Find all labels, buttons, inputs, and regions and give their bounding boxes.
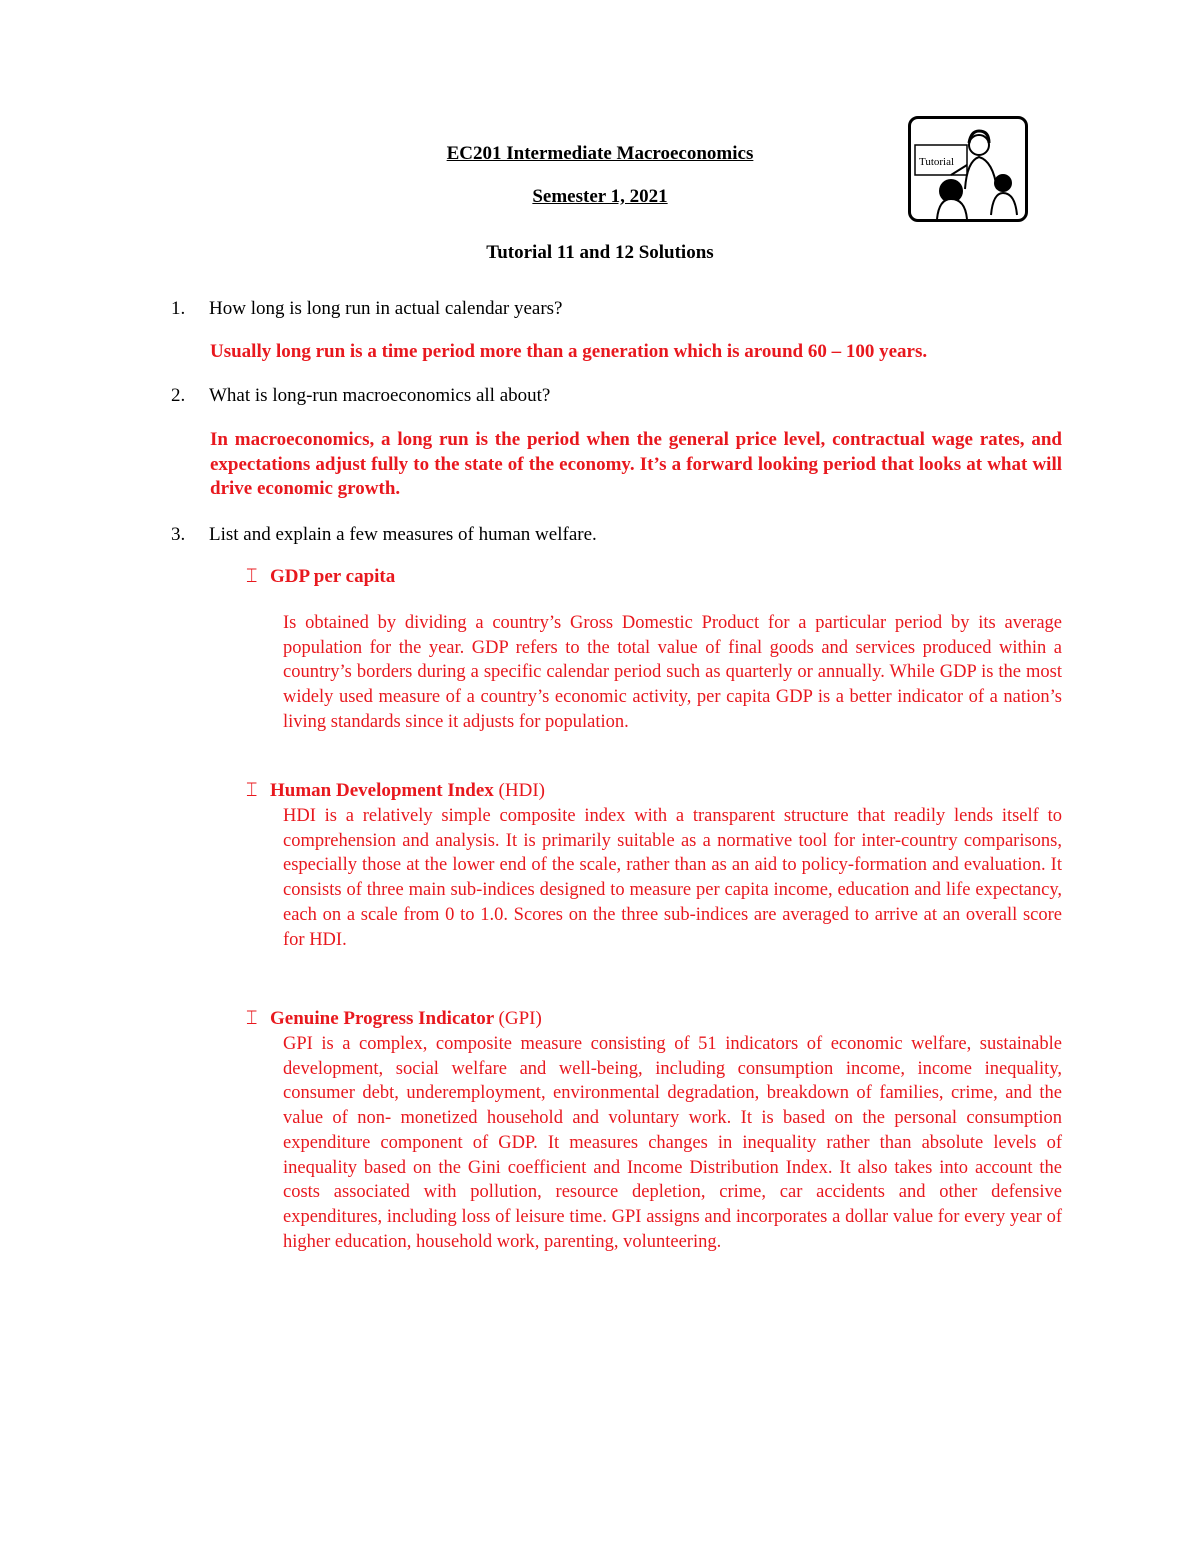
question-3-number: 3. xyxy=(171,524,186,545)
tutorial-logo xyxy=(908,116,1028,222)
logo-text: Tutorial xyxy=(919,156,955,168)
question-3-text: List and explain a few measures of human welfare. xyxy=(209,524,597,545)
question-2-text: What is long-run macroeconomics all about? xyxy=(209,385,551,406)
question-2 xyxy=(171,384,550,408)
bullet-mark: ⌶ xyxy=(246,1008,258,1029)
measure-gdp-name: GDP per capita xyxy=(270,566,396,587)
tutorial-teacher-icon xyxy=(911,119,1025,219)
question-1-text: How long is long run in actual calendar years? xyxy=(209,298,563,319)
measure-gpi-name: Genuine Progress Indicator xyxy=(270,1008,494,1029)
semester-title: Semester 1, 2021 xyxy=(532,186,668,207)
course-title: EC201 Intermediate Macroeconomics xyxy=(446,143,754,164)
tutorial-subtitle: Tutorial 11 and 12 Solutions xyxy=(486,242,714,263)
measure-hdi-abbr: (HDI) xyxy=(498,780,545,801)
measure-hdi-heading xyxy=(246,779,545,803)
measure-gpi-abbr: (GPI) xyxy=(498,1008,542,1029)
question-2-number: 2. xyxy=(171,385,186,406)
question-1 xyxy=(171,297,563,321)
question-3 xyxy=(171,523,597,547)
measure-gdp-description: Is obtained by dividing a country’s Gross Domestic Product for a particular period by its average population for the year. GDP refers to the total value of final goods and services produced within a country’s borders during a specific calendar period such as quarterly or annually. While GDP is the most widely used measure of a country’s economic activity, per capita GDP is a better indicator of a nation’s living standards since it adjusts for population. xyxy=(283,613,1062,732)
measure-hdi-description: HDI is a relatively simple composite index with a transparent structure that readily lends itself to comprehension and analysis. It is primarily suitable as a normative tool for inter-country comparisons, especially those at the lower end of the scale, rather than as an aid to policy-formation and evaluation. It consists of three main sub-indices designed to measure per capita income, education and life expectancy, each on a scale from 0 to 1.0. Scores on the three sub-indices are averaged to arrive at an overall score for HDI. xyxy=(283,806,1062,950)
measure-gdp-heading xyxy=(246,565,395,589)
measure-gpi-heading xyxy=(246,1007,542,1031)
bullet-mark: ⌶ xyxy=(246,566,258,587)
measure-gpi-description: GPI is a complex, composite measure consisting of 51 indicators of economic welfare, sustainable development, social welfare and well-being, including consumption income, income inequality, consumer debt, underemployment, environmental degradation, breakdown of families, crime, and the value of non- monetized household and voluntary work. It is based on the personal consumption expenditure component of GDP. It measures changes in inequality rather than absolute levels of inequality based on the Gini coefficient and Income Distribution Index. It also takes into account the costs associated with pollution, resource depletion, crime, car accidents and other defensive expenditures, including loss of leisure time. GPI assigns and incorporates a dollar value for every year of higher education, household work, parenting, volunteering. xyxy=(283,1034,1062,1252)
answer-1: Usually long run is a time period more than a generation which is around 60 – 100 years. xyxy=(210,341,928,362)
question-1-number: 1. xyxy=(171,298,186,319)
bullet-mark: ⌶ xyxy=(246,780,258,801)
measure-hdi-name: Human Development Index xyxy=(270,780,494,801)
answer-2: In macroeconomics, a long run is the period when the general price level, contractual wage rates, and expectations adjust fully to the state of the economy. It’s a forward looking period that looks at what will drive economic growth. xyxy=(210,429,1062,499)
